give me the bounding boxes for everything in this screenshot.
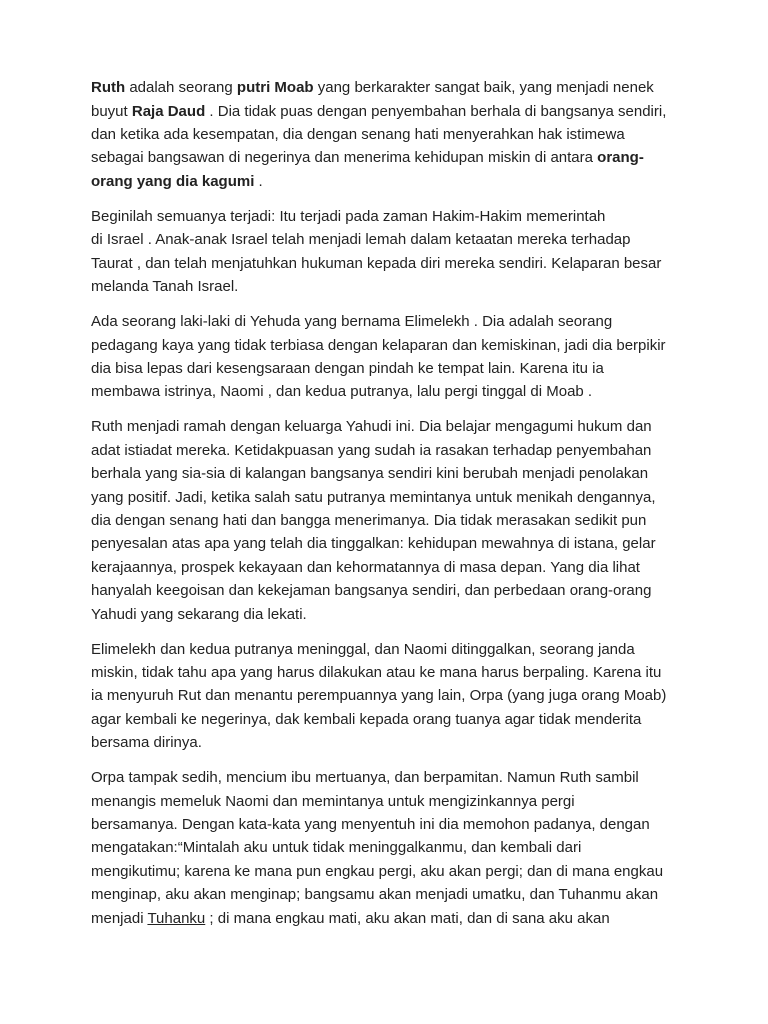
text-line	[91, 100, 711, 123]
text-line	[91, 146, 711, 169]
text-line	[91, 415, 711, 438]
text-line	[91, 708, 711, 731]
body-text: adalah seorang	[125, 79, 237, 97]
text-line	[91, 790, 711, 813]
text-line	[91, 509, 711, 532]
text-line	[91, 766, 711, 789]
body-text: Orpa tampak sedih, mencium ibu mertuanya, dan berpamitan. Namun Ruth sambil	[91, 769, 639, 787]
paragraph	[91, 638, 711, 755]
bold-text: Ruth	[91, 79, 126, 97]
body-text: Taurat , dan telah menjatuhkan hukuman kepada diri mereka sendiri. Kelaparan besar	[91, 254, 662, 272]
body-text: pedagang kaya yang tidak terbiasa dengan kelaparan dan kemiskinan, jadi dia berpikir	[91, 336, 666, 354]
body-text: menangis memeluk Naomi dan memintanya untuk mengizinkannya pergi	[91, 792, 575, 810]
paragraph	[91, 205, 711, 299]
text-line	[91, 907, 711, 930]
text-line	[91, 76, 711, 99]
text-line	[91, 380, 711, 403]
inline-link[interactable]: Tuhanku	[147, 909, 206, 927]
text-line	[91, 228, 711, 251]
body-text: bersama dirinya.	[91, 734, 202, 752]
body-text: menjadi	[91, 909, 148, 927]
text-line	[91, 661, 711, 684]
text-line	[91, 860, 711, 883]
text-line	[91, 486, 711, 509]
text-line	[91, 638, 711, 661]
body-text: menginap, aku akan menginap; bangsamu akan menjadi umatku, dan Tuhanmu akan	[91, 886, 659, 904]
text-line	[91, 275, 711, 298]
paragraph	[91, 310, 711, 404]
body-text: Ada seorang laki-laki di Yehuda yang bernama Elimelekh . Dia adalah seorang	[91, 313, 613, 331]
bold-text: orang yang dia kagumi	[91, 172, 255, 190]
text-line	[91, 532, 711, 555]
text-line	[91, 556, 711, 579]
document-body	[91, 76, 711, 941]
text-line	[91, 603, 711, 626]
body-text: .	[254, 172, 263, 190]
paragraph	[91, 766, 711, 930]
bold-text: putri Moab	[236, 79, 314, 97]
body-text: berhala yang sia-sia di kalangan bangsanya sendiri kini berubah menjadi penolakan	[91, 465, 649, 483]
text-line	[91, 836, 711, 859]
body-text: kerajaannya, prospek kekayaan dan kehormatannya di masa depan. Yang dia lihat	[91, 558, 640, 576]
body-text: yang berkarakter sangat baik, yang menjadi nenek	[313, 79, 654, 97]
text-line	[91, 731, 711, 754]
text-line	[91, 813, 711, 836]
body-text: ia menyuruh Rut dan menantu perempuannya yang lain, Orpa (yang juga orang Moab)	[91, 687, 667, 705]
body-text: Ruth menjadi ramah dengan keluarga Yahudi ini. Dia belajar mengagumi hukum dan	[91, 418, 652, 436]
body-text: dan ketika ada kesempatan, dia dengan senang hati menyerahkan hak istimewa	[91, 126, 625, 144]
text-line	[91, 252, 711, 275]
body-text: adat istiadat mereka. Ketidakpuasan yang sudah ia rasakan terhadap penyembahan	[91, 441, 652, 459]
bold-text: Raja Daud	[131, 102, 206, 120]
paragraph	[91, 415, 711, 626]
body-text: ; di mana engkau mati, aku akan mati, dan di sana aku akan	[205, 909, 610, 927]
body-text: yang positif. Jadi, ketika salah satu putranya memintanya untuk menikah dengannya,	[91, 488, 656, 506]
body-text: agar kembali ke negerinya, dak kembali kepada orang tuanya agar tidak menderita	[91, 710, 642, 728]
bold-text: orang-	[597, 149, 644, 167]
body-text: Yahudi yang sekarang dia lekati.	[91, 605, 307, 623]
text-line	[91, 334, 711, 357]
body-text: . Dia tidak puas dengan penyembahan berhala di bangsanya sendiri,	[205, 102, 667, 120]
text-line	[91, 439, 711, 462]
text-line	[91, 462, 711, 485]
body-text: miskin, tidak tahu apa yang harus dilakukan atau ke mana harus berpaling. Karena itu	[91, 664, 662, 682]
body-text: mengatakan:“Mintalah aku untuk tidak meninggalkanmu, dan kembali dari	[91, 839, 582, 857]
body-text: melanda Tanah Israel.	[91, 278, 239, 296]
body-text: di Israel . Anak-anak Israel telah menjadi lemah dalam ketaatan mereka terhadap	[91, 231, 631, 249]
paragraph	[91, 76, 711, 193]
body-text: dia bisa lepas dari kesengsaraan dengan pindah ke tempat lain. Karena itu ia	[91, 359, 604, 377]
text-line	[91, 205, 711, 228]
text-line	[91, 357, 711, 380]
body-text: buyut	[91, 102, 132, 120]
body-text: bersamanya. Dengan kata-kata yang menyentuh ini dia memohon padanya, dengan	[91, 816, 650, 834]
body-text: Beginilah semuanya terjadi: Itu terjadi pada zaman Hakim-Hakim memerintah	[91, 207, 606, 225]
text-line	[91, 883, 711, 906]
body-text: membawa istrinya, Naomi , dan kedua putranya, lalu pergi tinggal di Moab .	[91, 383, 593, 401]
body-text: Elimelekh dan kedua putranya meninggal, dan Naomi ditinggalkan, seorang janda	[91, 640, 635, 658]
body-text: hanyalah keegoisan dan kekejaman bangsanya sendiri, dan perbedaan orang-orang	[91, 582, 652, 600]
body-text: dia dengan senang hati dan bangga menerimanya. Dia tidak merasakan sedikit pun	[91, 512, 647, 529]
text-line	[91, 684, 711, 707]
body-text: mengikutimu; karena ke mana pun engkau pergi, aku akan pergi; dan di mana engkau	[91, 862, 664, 880]
text-line	[91, 170, 711, 193]
text-line	[91, 579, 711, 602]
text-line	[91, 310, 711, 333]
body-text: sebagai bangsawan di negerinya dan menerima kehidupan miskin di antara	[91, 149, 598, 167]
text-line	[91, 123, 711, 146]
body-text: penyesalan atas apa yang telah dia tinggalkan: kehidupan mewahnya di istana, gelar	[91, 535, 656, 553]
